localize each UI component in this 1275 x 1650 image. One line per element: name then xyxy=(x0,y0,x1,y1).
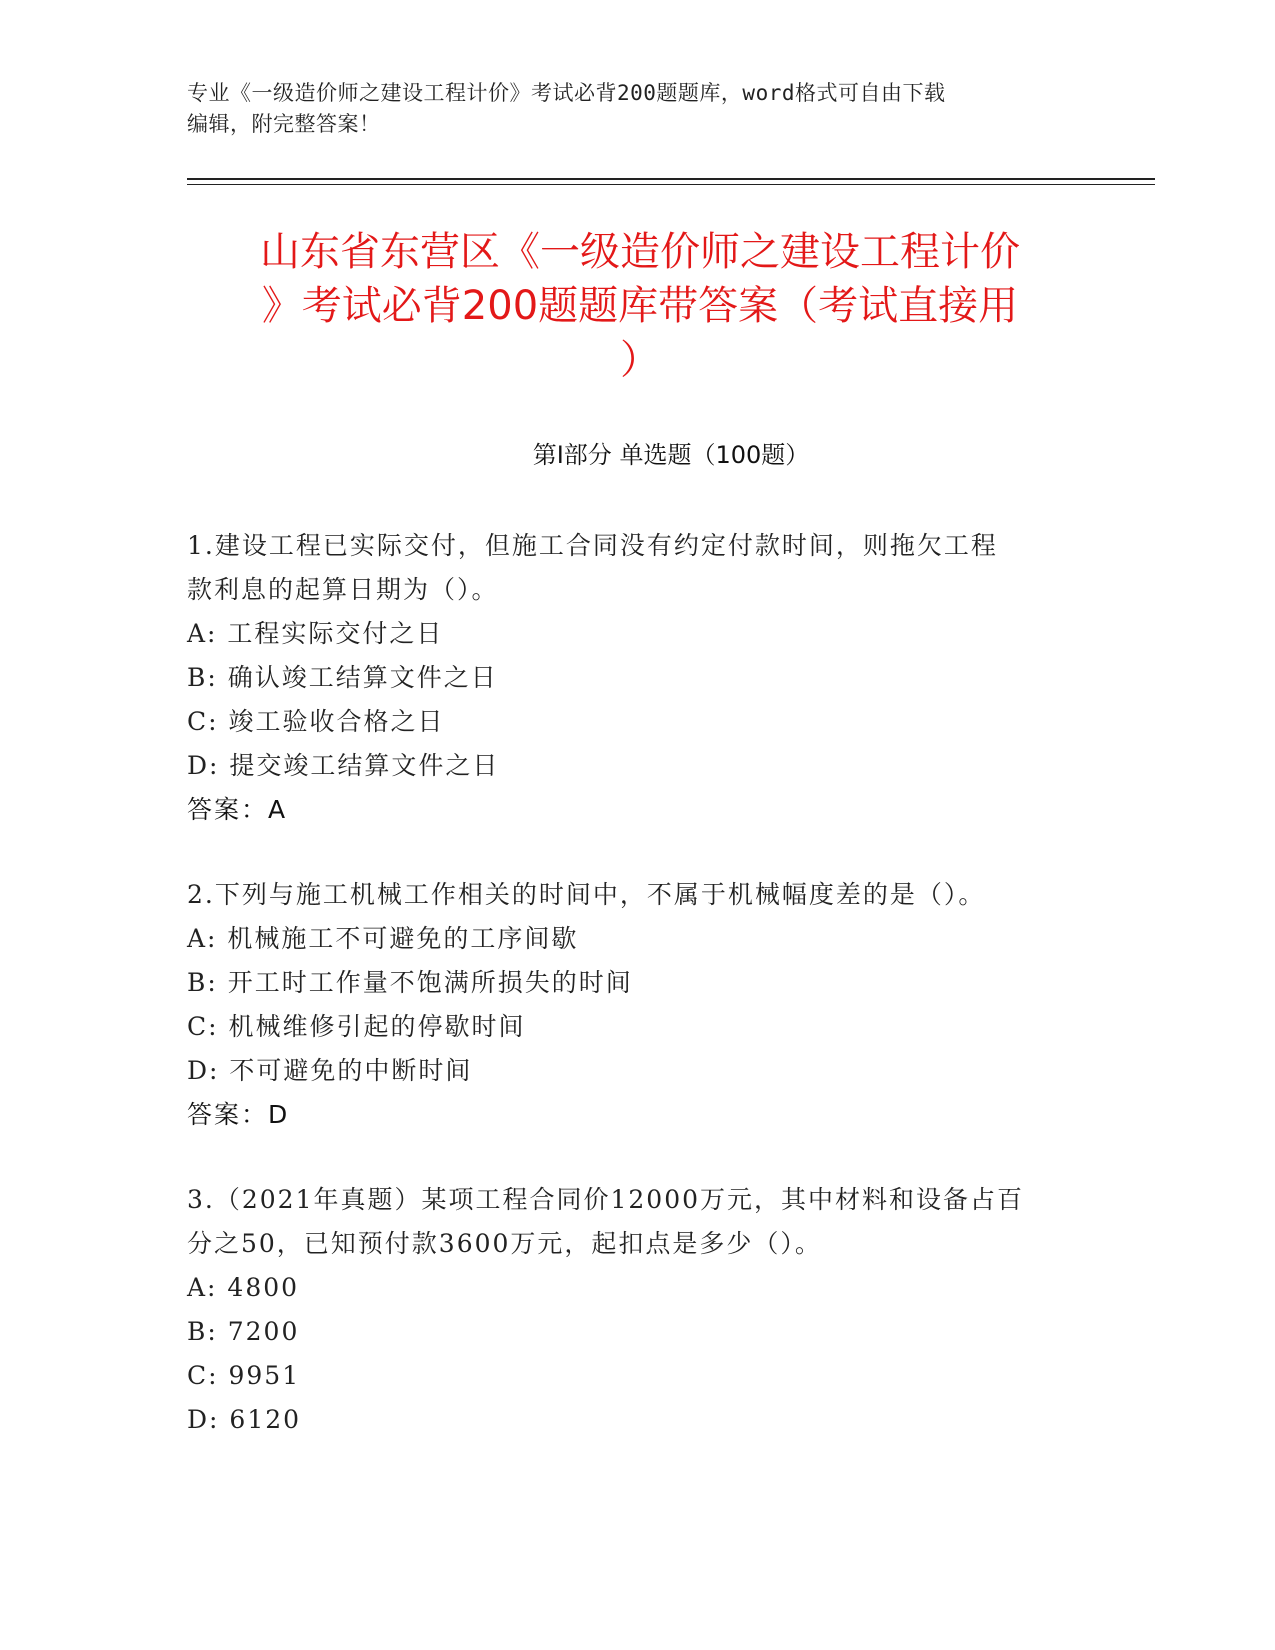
header-note-line: 编辑，附完整答案！ xyxy=(187,112,381,136)
option-b: B: 开工时工作量不饱满所损失的时间 xyxy=(187,968,633,997)
question-stem: 分之50，已知预付款3600万元，起扣点是多少（）。 xyxy=(187,1229,822,1258)
question-block xyxy=(187,1178,1087,1442)
question-stem: 3.（2021年真题）某项工程合同价12000万元，其中材料和设备占百 xyxy=(187,1185,1025,1214)
title-line: ） xyxy=(620,337,660,383)
answer-label: 答案：D xyxy=(187,1100,290,1129)
option-a: A: 机械施工不可避免的工序间歇 xyxy=(187,924,579,953)
option-a: A: 工程实际交付之日 xyxy=(187,619,444,648)
option-b: B: 7200 xyxy=(187,1317,300,1346)
option-d: D: 提交竣工结算文件之日 xyxy=(187,751,500,780)
option-d: D: 不可避免的中断时间 xyxy=(187,1056,473,1085)
question-stem: 1.建设工程已实际交付，但施工合同没有约定付款时间，则拖欠工程 xyxy=(187,531,998,560)
question-stem: 款利息的起算日期为（）。 xyxy=(187,575,499,604)
answer-label: 答案：A xyxy=(187,795,288,824)
header-note-line: 专业《一级造价师之建设工程计价》考试必背200题题库，word格式可自由下载 xyxy=(187,81,946,105)
option-b: B: 确认竣工结算文件之日 xyxy=(187,663,498,692)
option-a: A: 4800 xyxy=(187,1273,300,1302)
question-block xyxy=(187,524,1087,832)
title-line: 》考试必背200题题库带答案（考试直接用 xyxy=(261,283,1019,329)
section-heading: 第Ⅰ部分 单选题（100题） xyxy=(532,441,810,469)
header-divider-thin xyxy=(187,184,1155,185)
document-title xyxy=(190,225,1090,387)
option-c: C: 9951 xyxy=(187,1361,301,1390)
title-line: 山东省东营区《一级造价师之建设工程计价 xyxy=(260,229,1020,275)
option-c: C: 机械维修引起的停歇时间 xyxy=(187,1012,526,1041)
header-divider xyxy=(187,178,1155,180)
option-d: D: 6120 xyxy=(187,1405,302,1434)
question-block xyxy=(187,873,1087,1137)
question-stem: 2.下列与施工机械工作相关的时间中，不属于机械幅度差的是（）。 xyxy=(187,880,986,909)
header-note xyxy=(187,78,1087,140)
option-c: C: 竣工验收合格之日 xyxy=(187,707,445,736)
